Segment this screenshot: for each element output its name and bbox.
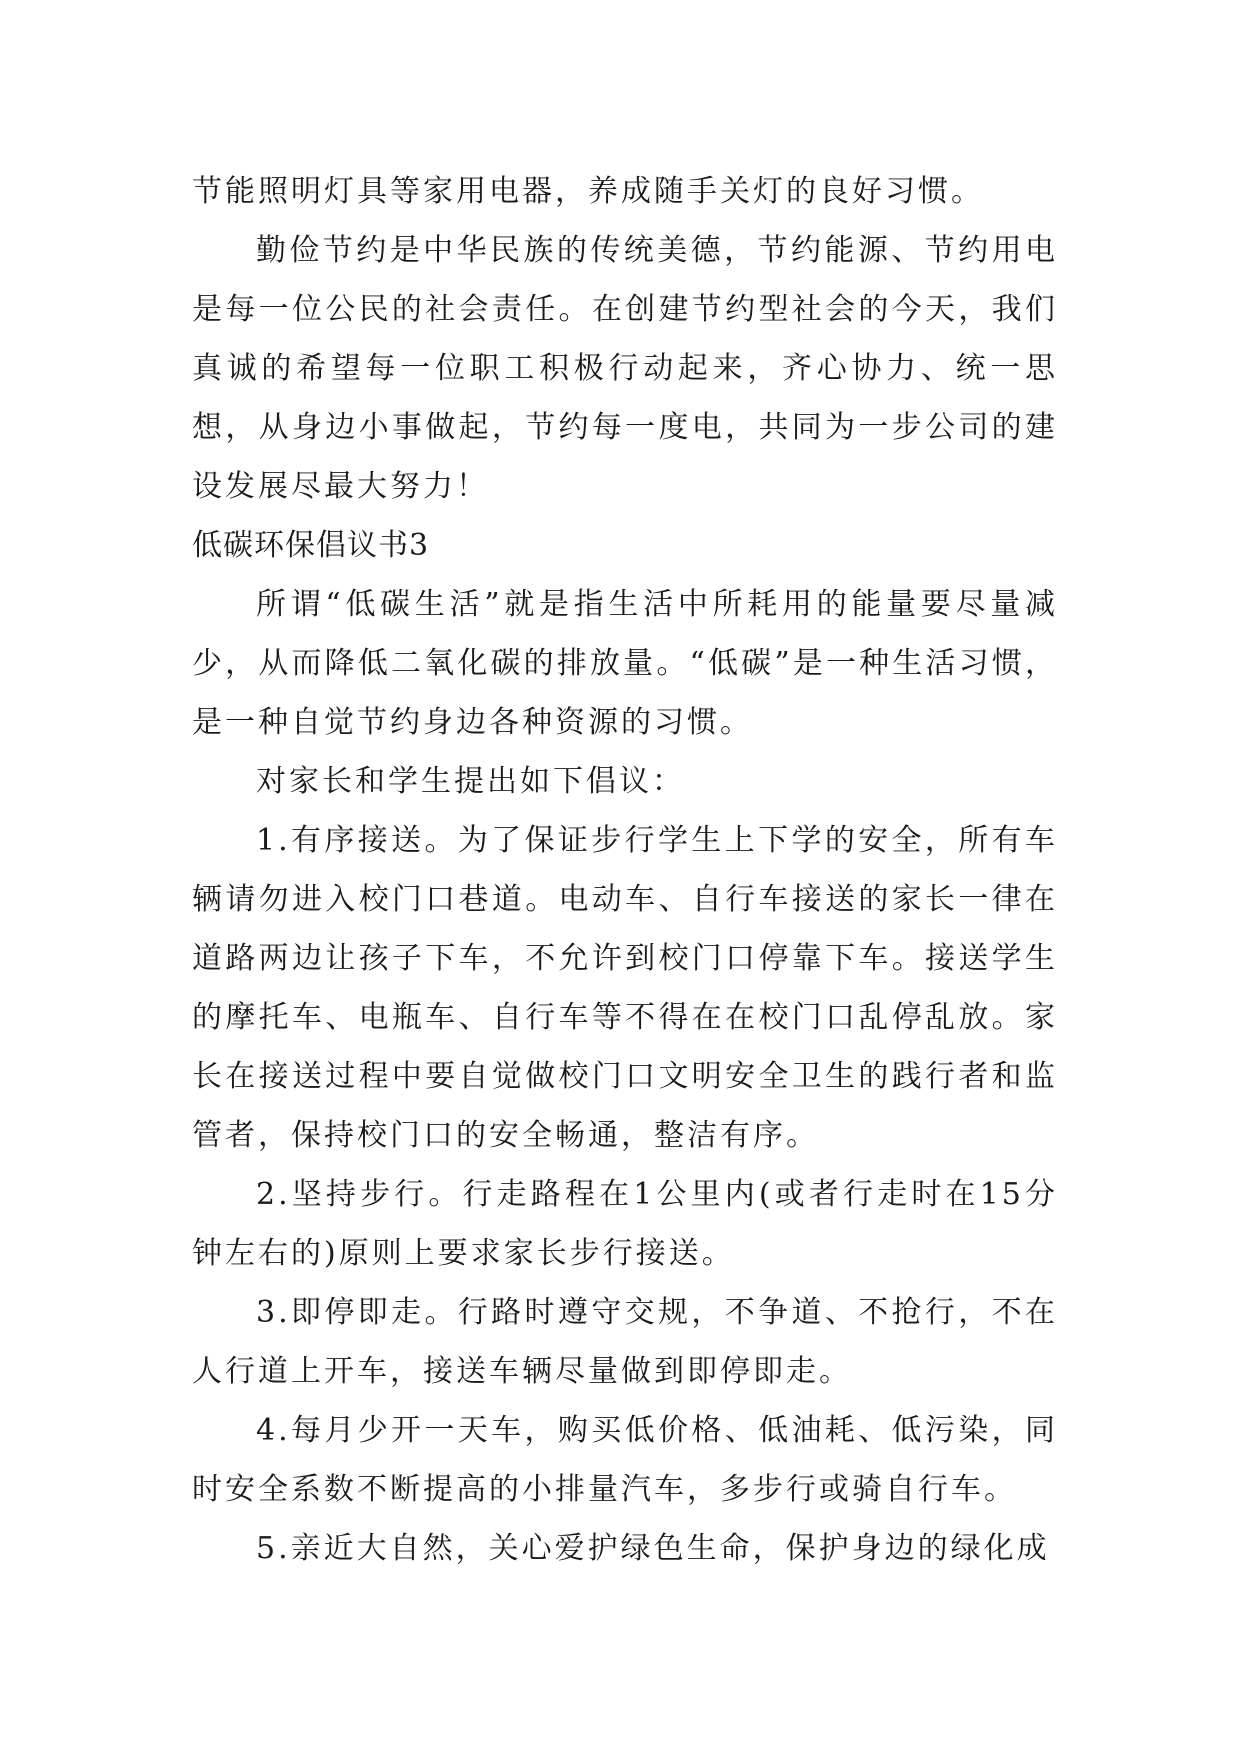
paragraph-low-carbon-definition: 所谓“低碳生活”就是指生活中所耗用的能量要尽量减少，从而降低二氧化碳的排放量。“低碳”是一种生活习惯，是一种自觉节约身边各种资源的习惯。 xyxy=(192,587,1058,740)
list-item-3: 3.即停即走。行路时遵守交规，不争道、不抢行，不在人行道上开车，接送车辆尽量做到即停即走。 xyxy=(192,1295,1058,1389)
paragraph-proposal-intro: 对家长和学生提出如下倡议： xyxy=(256,764,685,799)
list-item-1: 1.有序接送。为了保证步行学生上下学的安全，所有车辆请勿进入校门口巷道。电动车、自行车接送的家长一律在道路两边让孩子下车，不允许到校门口停靠下车。接送学生的摩托车、电瓶车、自行车等不得在在校门口乱停乱放。家长在接送过程中要自觉做校门口文明安全卫生的践行者和监管者，保持校门口的安全畅通，整洁有序。 xyxy=(192,823,1058,1153)
section-heading: 低碳环保倡议书3 xyxy=(192,528,430,563)
paragraph-continuation: 节能照明灯具等家用电器，养成随手关灯的良好习惯。 xyxy=(192,174,984,209)
list-item-5: 5.亲近大自然，关心爱护绿色生命，保护身边的绿化成 xyxy=(256,1531,1050,1566)
list-item-2: 2.坚持步行。行走路程在1公里内(或者行走时在15分钟左右的)原则上要求家长步行接送。 xyxy=(192,1177,1058,1271)
document-body xyxy=(192,162,1058,1578)
list-item-4: 4.每月少开一天车，购买低价格、低油耗、低污染，同时安全系数不断提高的小排量汽车，多步行或骑自行车。 xyxy=(192,1413,1058,1507)
paragraph-saving-appeal: 勤俭节约是中华民族的传统美德，节约能源、节约用电是每一位公民的社会责任。在创建节约型社会的今天，我们真诚的希望每一位职工积极行动起来，齐心协力、统一思想，从身边小事做起，节约每一度电，共同为一步公司的建设发展尽最大努力！ xyxy=(192,233,1058,504)
